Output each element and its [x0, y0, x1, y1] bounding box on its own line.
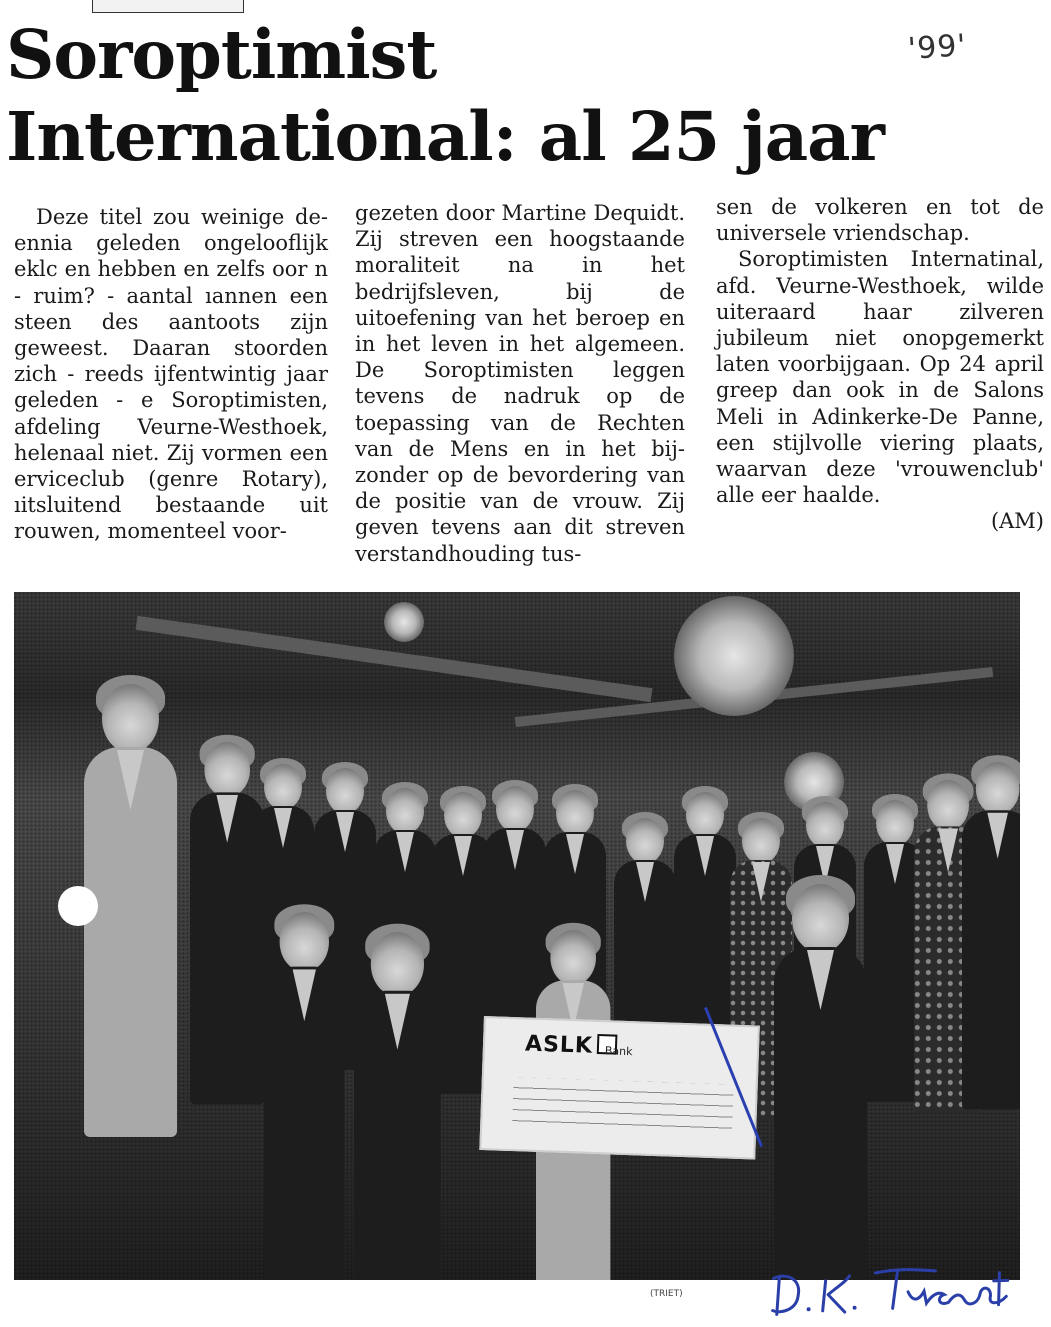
cheque-brand-logo [525, 1031, 618, 1059]
person [264, 912, 345, 1280]
column-2-paragraph: gezeten door Martine Dequidt. Zij streven een hoogstaande moraliteit na in het bedrijfsleven, bij de uitoefening van het beroep en in het leven in het algemeen. De Soroptimisten leggen tevens de nadruk op de toepassing van de Rechten van de Mens en in het bijzonder op de bevordering van de positie van de vrouw. Zij geven tevens aan dit streven verstandhouding tus- [355, 201, 685, 566]
person [84, 684, 177, 1134]
article-column-1 [14, 204, 328, 545]
group-photo [14, 592, 1020, 1280]
article-column-2 [355, 200, 685, 567]
headline-line-2: International: al 25 jaar [6, 97, 884, 176]
person [774, 884, 867, 1280]
column-1-paragraph: Deze titel zou weinige deennia geleden ongelooflijk eklc en hebben en zelfs oor n - ruim? - aantal ıannen een steen des aantoots zijn geweest. Daaran stoorden zich - reeds ijfentwintig jaar geleden - e Soroptimisten, afdeling Veurne-Westhoek, helenaal niet. Zij vormen een erviceclub (genre Rotary), ıitsluitend bestaande uit rouwen, momenteel voor- [14, 205, 328, 544]
cheque-brand-text: ASLK [524, 1031, 594, 1059]
person [354, 932, 441, 1280]
article-column-3 [716, 194, 1044, 535]
clipping-tab [92, 0, 244, 13]
handwritten-signature [767, 1257, 1039, 1322]
column-3-paragraph-1: sen de volkeren en tot de universele vriendschap. [716, 195, 1044, 246]
punch-hole [58, 886, 98, 926]
cheque-bank-label: Bank [604, 1044, 633, 1059]
photo-credit: (TRIET) [650, 1289, 683, 1299]
signature-drawing [767, 1257, 1039, 1322]
person [962, 762, 1020, 1107]
author-byline: (AM) [990, 509, 1044, 534]
handwritten-year-note: '99' [906, 27, 968, 68]
ceiling-light [674, 596, 794, 716]
cheque-text-lines [512, 1077, 734, 1135]
ceiling-light [384, 602, 424, 642]
column-3-paragraph-2: Soroptimisten Internatinal, afd. Veurne-Westhoek, wilde uiteraard haar zilveren jubileum niet onopgemerkt laten voorbijgaan. Op 24 april greep dan ook in de Salons Meli in Adinkerke-De Panne, een stijlvolle viering plaats, waarvan deze 'vrouwenclub' alle eer haalde. [716, 247, 1044, 508]
headline-line-1: Soroptimist [6, 15, 437, 94]
article-headline [6, 14, 884, 178]
